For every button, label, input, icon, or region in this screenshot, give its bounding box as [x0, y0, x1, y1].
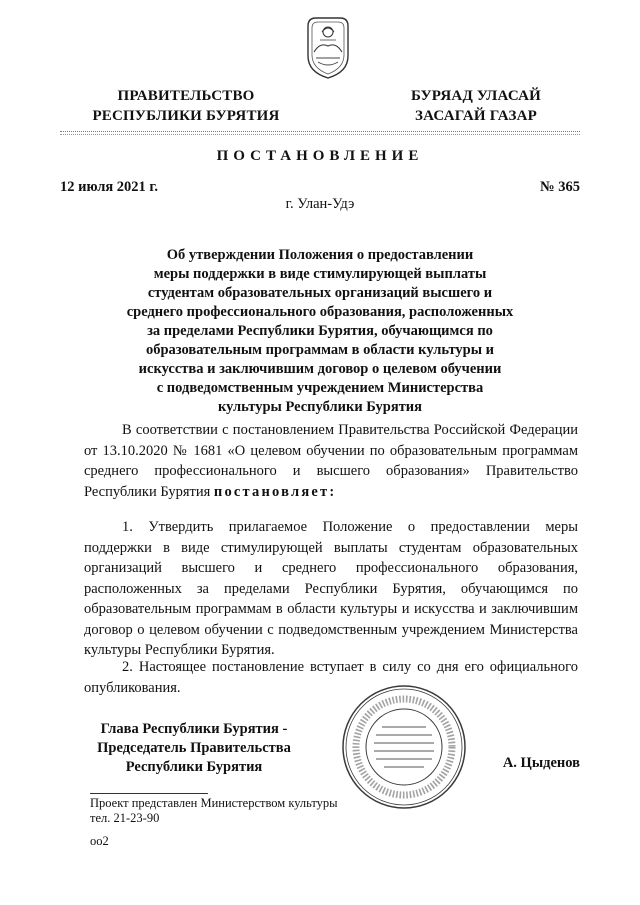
document-date: 12 июля 2021 г.: [60, 179, 159, 195]
preamble-text: В соответствии с постановлением Правительства Российской Федерации от 13.10.2020 № 1681 «О целевом обучении по образовательным программам среднего профессионального и высшего образования» Правительство Республики Бурятия: [84, 422, 578, 500]
resolves-word: постановляет:: [213, 483, 337, 500]
coat-of-arms-emblem: [300, 12, 356, 82]
header-right-line2: ЗАСАГАЙ ГАЗАР: [415, 108, 537, 124]
signatory-title: [84, 720, 304, 777]
subject-line: за пределами Республики Бурятия, обучающимся по: [147, 323, 493, 339]
signatory-line2: Председатель Правительства: [97, 740, 291, 756]
subject-line: с подведомственным учреждением Министерства: [156, 380, 484, 396]
clause-2: [84, 657, 578, 698]
footer-phone: тел. 21-23-90: [90, 811, 160, 825]
subject-line: Об утверждении Положения о предоставлении: [166, 247, 474, 263]
document-type: ПОСТАНОВЛЕНИЕ: [216, 148, 424, 164]
document-subject: [80, 246, 560, 417]
signatory-line3: Республики Бурятия: [125, 759, 263, 775]
header-separator: [60, 131, 580, 132]
signatory-name: А. Цыденов: [502, 755, 580, 771]
clause-1: [84, 517, 578, 661]
footnote-rule: [90, 793, 208, 794]
header-left-line2: РЕСПУБЛИКИ БУРЯТИЯ: [92, 108, 280, 124]
subject-line: среднего профессионального образования, расположенных: [126, 304, 514, 320]
subject-line: меры поддержки в виде стимулирующей выплаты: [153, 266, 487, 282]
clause-1-text: 1. Утвердить прилагаемое Положение о предоставлении меры поддержки в виде стимулирующей выплаты студентам образовательных организаций высшего и среднего профессионального образования, расположенных за пределами Республики Бурятия, обучающимся по образовательным программам в области культуры и искусства и заключившим договор о целевом обучении с подведомственным учреждением Министерства культуры Республики Бурятия.: [84, 519, 578, 658]
clause-2-text: 2. Настоящее постановление вступает в силу со дня его официального опубликования.: [84, 659, 578, 696]
header-right: [378, 86, 574, 126]
footer-project: Проект представлен Министерством культуры: [90, 796, 338, 810]
document-number: № 365: [540, 179, 580, 195]
footer-code: оо2: [90, 834, 109, 848]
subject-line: студентам образовательных организаций высшего и: [147, 285, 493, 301]
document-city: г. Улан-Удэ: [285, 196, 355, 212]
header-left-line1: ПРАВИТЕЛЬСТВО: [117, 88, 255, 104]
signatory-line1: Глава Республики Бурятия -: [100, 721, 288, 737]
subject-line: искусства и заключившим договор о целевом обучении: [138, 361, 502, 377]
subject-line: образовательным программам в области культуры и: [145, 342, 494, 358]
header-right-line1: БУРЯАД УЛАСАЙ: [410, 88, 542, 104]
subject-line: культуры Республики Бурятия: [217, 399, 423, 415]
header-left: [80, 86, 292, 126]
preamble-paragraph: [84, 420, 578, 502]
header-separator-lower: [60, 134, 580, 135]
official-seal-stamp: [340, 683, 468, 811]
